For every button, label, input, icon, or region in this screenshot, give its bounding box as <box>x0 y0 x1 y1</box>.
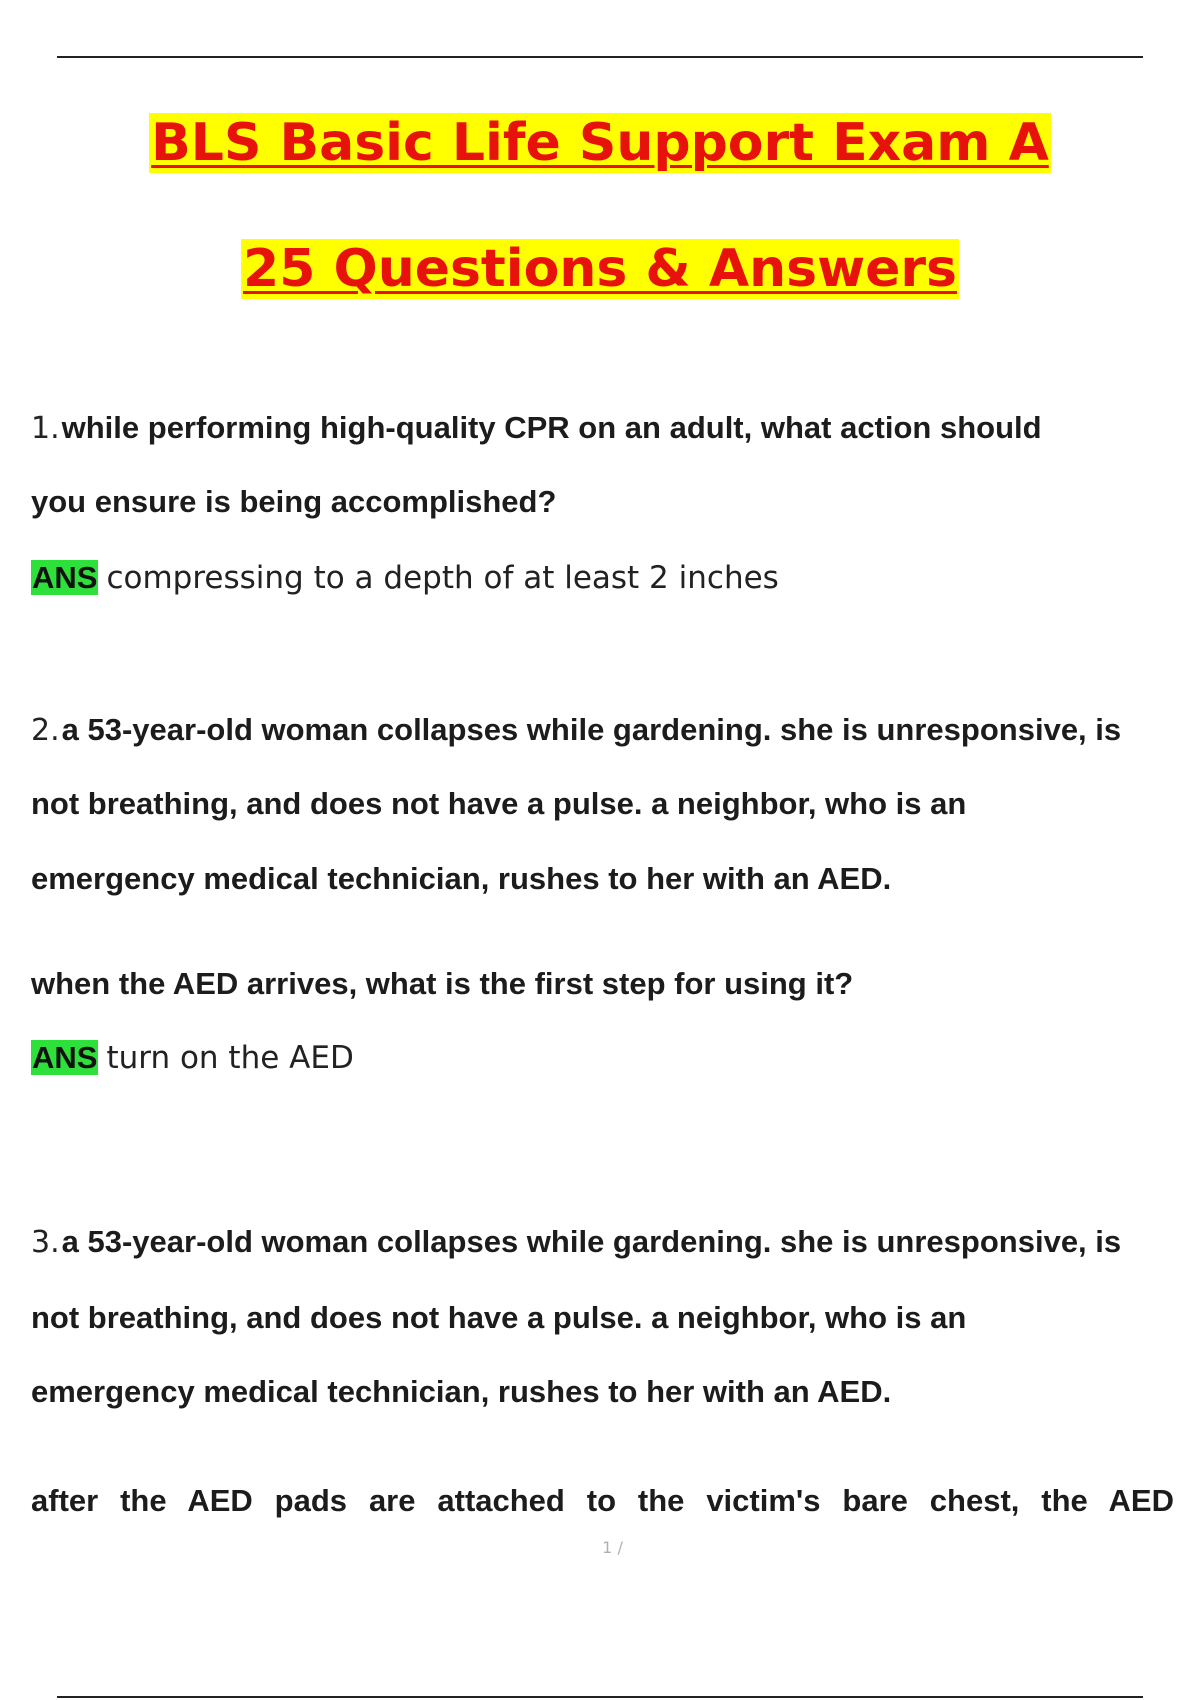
top-rule <box>57 56 1143 58</box>
document-title <box>0 112 1200 174</box>
answer-1 <box>31 558 779 598</box>
question-text: a 53-year-old woman collapses while gardening. she is unresponsive, is <box>61 712 1122 747</box>
question-text: not breathing, and does not have a pulse. a neighbor, who is an <box>31 1300 967 1335</box>
question-1-line-1 <box>31 408 1042 449</box>
question-text: emergency medical technician, rushes to her with an AED. <box>31 1374 892 1409</box>
bottom-rule <box>57 1696 1143 1698</box>
answer-text: compressing to a depth of at least 2 inches <box>106 560 779 596</box>
question-text: when the AED arrives, what is the first step for using it? <box>31 966 854 1001</box>
question-number: 2. <box>31 713 60 748</box>
answer-2 <box>31 1038 354 1078</box>
question-text: not breathing, and does not have a pulse. a neighbor, who is an <box>31 786 967 821</box>
question-text: emergency medical technician, rushes to her with an AED. <box>31 861 892 896</box>
page-number: 1 / <box>602 1538 623 1557</box>
question-3-line-4 <box>31 1481 1174 1521</box>
question-text: a 53-year-old woman collapses while gardening. she is unresponsive, is <box>61 1224 1122 1259</box>
answer-text: turn on the AED <box>106 1040 354 1076</box>
question-number: 1. <box>31 411 60 446</box>
question-3-line-3 <box>31 1372 891 1412</box>
question-2-line-2 <box>31 784 966 824</box>
answer-label: ANS <box>32 560 98 595</box>
title-line-1: BLS Basic Life Support Exam A <box>151 113 1049 173</box>
question-text: you ensure is being accomplished? <box>31 484 557 519</box>
question-2-line-3 <box>31 859 891 899</box>
question-1-line-2 <box>31 482 556 522</box>
question-2-line-4 <box>31 964 853 1004</box>
title-line-2: 25 Questions & Answers <box>243 239 957 299</box>
question-text: after the AED pads are attached to the victim's bare chest, the AED <box>31 1483 1174 1518</box>
question-3-line-1 <box>31 1222 1121 1263</box>
document-subtitle <box>0 238 1200 300</box>
answer-label: ANS <box>32 1040 98 1075</box>
question-text: while performing high-quality CPR on an adult, what action should <box>61 410 1042 445</box>
question-number: 3. <box>31 1225 60 1260</box>
question-3-line-2 <box>31 1298 966 1338</box>
question-2-line-1 <box>31 710 1121 751</box>
